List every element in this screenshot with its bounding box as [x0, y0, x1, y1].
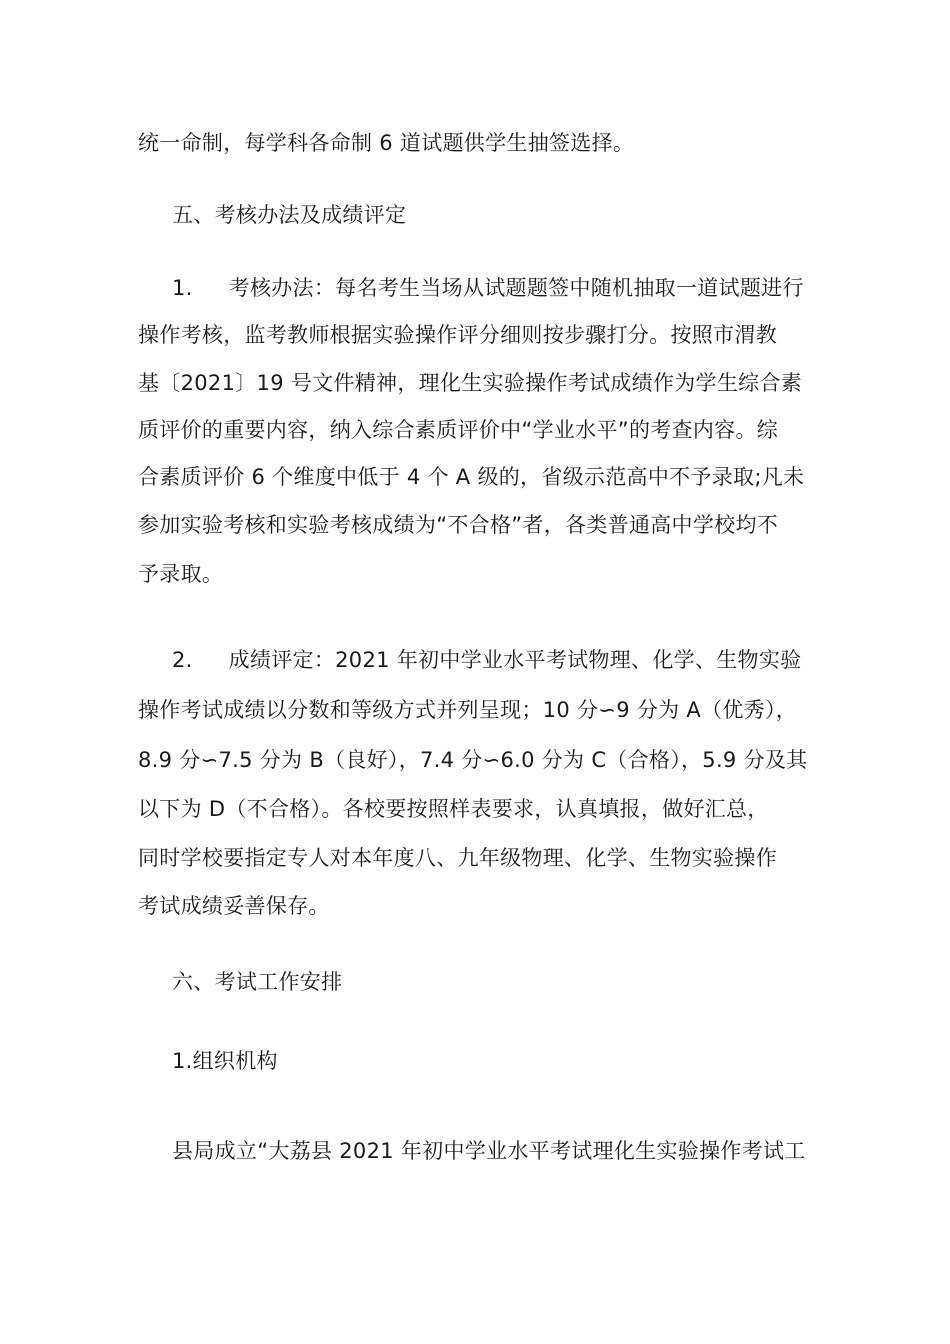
section-heading-six: 六、考试工作安排 — [172, 970, 343, 994]
paragraph-line: 基〔2021〕19 号文件精神，理化生实验操作考试成绩作为学生综合素 — [138, 371, 803, 395]
paragraph-line: 考试成绩妥善保存。 — [138, 894, 330, 918]
paragraph-line: 8.9 分∽7.5 分为 B（良好），7.4 分∽6.0 分为 C（合格），5.9 分及其 — [138, 748, 808, 772]
paragraph-line: 合素质评价 6 个维度中低于 4 个 A 级的，省级示范高中不予录取;凡未 — [138, 465, 805, 489]
paragraph-line: 操作考核，监考教师根据实验操作评分细则按步骤打分。按照市渭教 — [138, 323, 777, 347]
paragraph-line: 予录取。 — [138, 562, 224, 586]
list-number: 1. — [172, 276, 193, 300]
paragraph-line: 质评价的重要内容，纳入综合素质评价中“学业水平”的考查内容。综 — [138, 418, 779, 442]
paragraph-line: 以下为 D（不合格）。各校要按照样表要求，认真填报，做好汇总， — [138, 797, 769, 821]
paragraph-line: 考核办法：每名考生当场从试题题签中随机抽取一道试题进行 — [228, 276, 804, 300]
section-heading-five: 五、考核办法及成绩评定 — [172, 203, 407, 227]
list-number: 2. — [172, 648, 193, 672]
subheading-organization: 1.组织机构 — [172, 1049, 278, 1073]
paragraph-line: 县局成立“大荔县 2021 年初中学业水平考试理化生实验操作考试工 — [172, 1139, 806, 1163]
list-item-1-first-line — [172, 273, 804, 303]
paragraph-line: 参加实验考核和实验考核成绩为“不合格”者，各类普通高中学校均不 — [138, 513, 779, 537]
paragraph-line: 同时学校要指定专人对本年度八、九年级物理、化学、生物实验操作 — [138, 846, 777, 870]
paragraph-line: 操作考试成绩以分数和等级方式并列呈现；10 分∽9 分为 A（优秀）， — [138, 698, 798, 722]
list-item-2-first-line — [172, 645, 801, 675]
paragraph-line: 统一命制，每学科各命制 6 道试题供学生抽签选择。 — [138, 131, 635, 155]
paragraph-line: 成绩评定：2021 年初中学业水平考试物理、化学、生物实验 — [228, 648, 802, 672]
